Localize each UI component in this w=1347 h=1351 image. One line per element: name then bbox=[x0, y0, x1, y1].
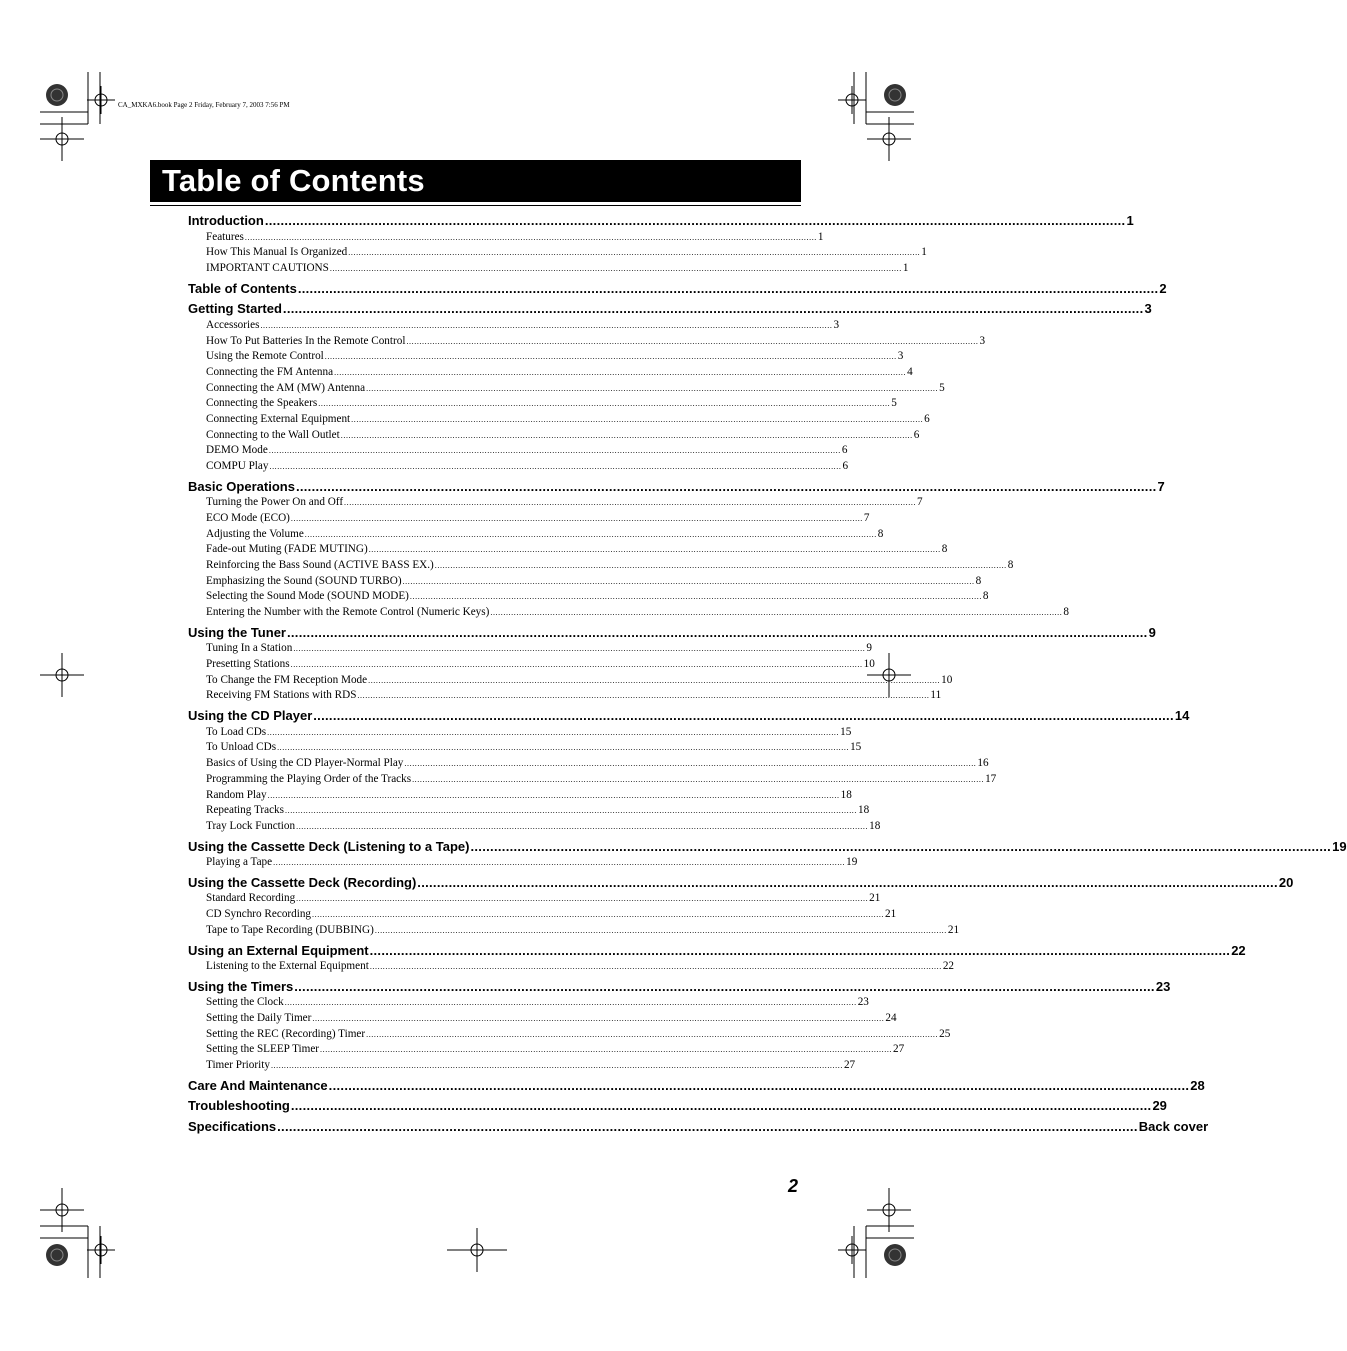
toc-subsection-entry[interactable] bbox=[188, 891, 881, 907]
toc-entry-page: 7 bbox=[1157, 478, 1165, 494]
toc-entry-page: 9 bbox=[1148, 624, 1156, 640]
dot-leader: ............................................................................................................................................................................................................................ bbox=[304, 529, 877, 539]
toc-subsection-entry[interactable] bbox=[188, 230, 824, 246]
toc-entry-title: How To Put Batteries In the Remote Control bbox=[206, 334, 406, 347]
toc-entry-page: 17 bbox=[985, 772, 997, 785]
toc-subsection-entry[interactable] bbox=[188, 995, 869, 1011]
dot-leader: ............................................................................................................................................................................................................................ bbox=[312, 910, 885, 920]
toc-entry-title: IMPORTANT CAUTIONS bbox=[206, 261, 329, 274]
toc-entry-title: COMPU Play bbox=[206, 460, 269, 473]
toc-entry-page: 9 bbox=[866, 642, 872, 655]
toc-entry-title: Care And Maintenance bbox=[188, 1077, 328, 1093]
toc-subsection-entry[interactable] bbox=[188, 688, 942, 704]
toc-chapter-entry[interactable] bbox=[188, 942, 1246, 960]
toc-subsection-entry[interactable] bbox=[188, 772, 997, 788]
toc-entry-title: Entering the Number with the Remote Control (Numeric Keys) bbox=[206, 606, 490, 619]
toc-entry-page: 16 bbox=[977, 757, 989, 770]
toc-subsection-entry[interactable] bbox=[188, 756, 989, 772]
dot-leader: ............................................................................................................................................................................................................................ bbox=[269, 462, 842, 472]
toc-entry-page: 10 bbox=[863, 658, 875, 671]
toc-subsection-entry[interactable] bbox=[188, 349, 904, 365]
dot-leader: ............................................................................................................................................................................................................................ bbox=[351, 414, 924, 424]
toc-entry-page: 19 bbox=[1332, 838, 1347, 854]
title-banner bbox=[150, 160, 801, 202]
toc-entry-title: Accessories bbox=[206, 318, 260, 331]
toc-subsection-entry[interactable] bbox=[188, 589, 989, 605]
toc-subsection-entry[interactable] bbox=[188, 511, 870, 527]
dot-leader: ............................................................................................................................................................................................................................ bbox=[470, 838, 1332, 854]
toc-section bbox=[188, 838, 1347, 871]
toc-entry-page: 6 bbox=[841, 444, 848, 457]
dot-leader: ............................................................................................................................................................................................................................ bbox=[295, 478, 1157, 494]
toc-entry-title: Selecting the Sound Mode (SOUND MODE) bbox=[206, 590, 409, 603]
toc-subsection-entry[interactable] bbox=[188, 574, 982, 590]
toc-subsection-entry[interactable] bbox=[188, 740, 862, 756]
toc-subsection-entry[interactable] bbox=[188, 923, 960, 939]
toc-entry-title: Using the Remote Control bbox=[206, 350, 324, 363]
toc-entry-title: Connecting to the Wall Outlet bbox=[206, 428, 340, 441]
toc-entry-title: Connecting the AM (MW) Antenna bbox=[206, 381, 366, 394]
toc-subsection-entry[interactable] bbox=[188, 245, 927, 261]
toc-subsection-entry[interactable] bbox=[188, 959, 954, 975]
toc-subsection-entry[interactable] bbox=[188, 907, 897, 923]
dot-leader: ............................................................................................................................................................................................................................ bbox=[320, 1045, 893, 1055]
toc-entry-page: 27 bbox=[843, 1059, 856, 1072]
dot-leader: ............................................................................................................................................................................................................................ bbox=[318, 399, 891, 409]
toc-entry-page: 3 bbox=[979, 334, 986, 347]
toc-entry-title: To Unload CDs bbox=[206, 741, 277, 754]
dot-leader: ............................................................................................................................................................................................................................ bbox=[267, 790, 840, 800]
toc-entry-page: 8 bbox=[982, 590, 989, 603]
toc-entry-title: Introduction bbox=[188, 213, 264, 228]
dot-leader: ............................................................................................................................................................................................................................ bbox=[268, 446, 841, 456]
dot-leader: ............................................................................................................................................................................................................................ bbox=[277, 743, 850, 753]
dot-leader: ............................................................................................................................................................................................................................ bbox=[286, 624, 1148, 640]
dot-leader: ............................................................................................................................................................................................................................ bbox=[344, 498, 917, 508]
toc-entry-page: 29 bbox=[1152, 1098, 1167, 1114]
toc-section bbox=[188, 874, 1294, 939]
toc-entry-title: Setting the REC (Recording) Timer bbox=[206, 1027, 366, 1040]
toc-entry-title: Tape to Tape Recording (DUBBING) bbox=[206, 923, 374, 936]
toc-section bbox=[188, 942, 1246, 975]
toc-entry-title: Using the Timers bbox=[188, 978, 294, 994]
dot-leader: ............................................................................................................................................................................................................................ bbox=[324, 352, 897, 362]
dot-leader: ............................................................................................................................................................................................................................ bbox=[329, 263, 902, 273]
dot-leader: ............................................................................................................................................................................................................................ bbox=[404, 759, 977, 769]
toc-entry-title: Basics of Using the CD Player-Normal Play bbox=[206, 757, 404, 770]
toc-subsection-entry[interactable] bbox=[188, 495, 923, 511]
toc-entry-title: Using the Cassette Deck (Listening to a Tape) bbox=[188, 838, 470, 854]
toc-section bbox=[188, 478, 1165, 621]
toc-chapter-entry[interactable] bbox=[188, 212, 1134, 230]
dot-leader: ............................................................................................................................................................................................................................ bbox=[366, 1029, 939, 1039]
dot-leader: ............................................................................................................................................................................................................................ bbox=[312, 1014, 885, 1024]
dot-leader: ............................................................................................................................................................................................................................ bbox=[296, 821, 869, 831]
dot-leader: ............................................................................................................................................................................................................................ bbox=[348, 248, 921, 258]
toc-subsection-entry[interactable] bbox=[188, 412, 930, 428]
toc-chapter-entry[interactable] bbox=[188, 874, 1294, 892]
toc-entry-page: 3 bbox=[833, 318, 840, 331]
toc-subsection-entry[interactable] bbox=[188, 641, 872, 657]
toc-section bbox=[188, 707, 1190, 834]
dot-leader: ............................................................................................................................................................................................................................ bbox=[294, 978, 1155, 994]
toc-chapter-entry[interactable] bbox=[188, 624, 1156, 642]
toc-entry-title: Receiving FM Stations with RDS bbox=[206, 689, 357, 702]
toc-entry-page: 28 bbox=[1190, 1077, 1205, 1093]
toc-entry-page: 5 bbox=[939, 381, 945, 394]
toc-subsection-entry[interactable] bbox=[188, 334, 986, 350]
title-divider bbox=[150, 205, 801, 206]
toc-entry-page: 23 bbox=[857, 996, 869, 1009]
toc-entry-page: 24 bbox=[885, 1012, 897, 1025]
toc-chapter-entry[interactable] bbox=[188, 1118, 1209, 1136]
toc-entry-title: Connecting the Speakers bbox=[206, 397, 318, 410]
toc-entry-title: Playing a Tape bbox=[206, 856, 273, 869]
toc-entry-page: 8 bbox=[941, 543, 948, 556]
toc-entry-page: 6 bbox=[913, 428, 920, 441]
dot-leader: ............................................................................................................................................................................................................................ bbox=[409, 592, 982, 602]
toc-subsection-entry[interactable] bbox=[188, 396, 897, 412]
toc-section bbox=[188, 212, 1134, 277]
dot-leader: ............................................................................................................................................................................................................................ bbox=[357, 691, 930, 701]
toc-entry-title: Using the CD Player bbox=[188, 708, 313, 724]
toc-entry-page: 25 bbox=[939, 1027, 951, 1040]
toc-entry-page: 3 bbox=[897, 350, 904, 363]
toc-subsection-entry[interactable] bbox=[188, 318, 840, 334]
dot-leader: ............................................................................................................................................................................................................................ bbox=[282, 301, 1144, 317]
dot-leader: ............................................................................................................................................................................................................................ bbox=[402, 576, 975, 586]
dot-leader: ............................................................................................................................................................................................................................ bbox=[366, 383, 939, 393]
toc-entry-title: Fade-out Muting (FADE MUTING) bbox=[206, 543, 368, 556]
toc-chapter-entry[interactable] bbox=[188, 1097, 1167, 1115]
toc-entry-title: Setting the SLEEP Timer bbox=[206, 1043, 320, 1056]
toc-subsection-entry[interactable] bbox=[188, 819, 881, 835]
toc-subsection-entry[interactable] bbox=[188, 788, 852, 804]
dot-leader: ............................................................................................................................................................................................................................ bbox=[290, 660, 863, 670]
toc-entry-page: 1 bbox=[1126, 213, 1134, 228]
dot-leader: ............................................................................................................................................................................................................................ bbox=[328, 1077, 1190, 1093]
toc-entry-title: Getting Started bbox=[188, 301, 282, 317]
dot-leader: ............................................................................................................................................................................................................................ bbox=[290, 1098, 1152, 1114]
dot-leader: ............................................................................................................................................................................................................................ bbox=[313, 708, 1174, 724]
toc-chapter-entry[interactable] bbox=[188, 478, 1165, 496]
toc-entry-page: 8 bbox=[975, 574, 982, 587]
toc-chapter-entry[interactable] bbox=[188, 838, 1347, 856]
toc-entry-page: 20 bbox=[1278, 874, 1294, 890]
toc-subsection-entry[interactable] bbox=[188, 542, 948, 558]
dot-leader: ............................................................................................................................................................................................................................ bbox=[244, 232, 817, 242]
toc-subsection-entry[interactable] bbox=[188, 855, 858, 871]
dot-leader: ............................................................................................................................................................................................................................ bbox=[334, 367, 907, 377]
toc-entry-page: 2 bbox=[1159, 280, 1167, 296]
toc-chapter-entry[interactable] bbox=[188, 1077, 1205, 1095]
toc-entry-page: 1 bbox=[817, 230, 824, 243]
toc-chapter-entry[interactable] bbox=[188, 300, 1152, 318]
toc-entry-page: 8 bbox=[1063, 606, 1069, 619]
toc-subsection-entry[interactable] bbox=[188, 803, 870, 819]
dot-leader: ............................................................................................................................................................................................................................ bbox=[267, 727, 840, 737]
toc-subsection-entry[interactable] bbox=[188, 725, 852, 741]
toc-entry-title: Programming the Playing Order of the Tracks bbox=[206, 772, 412, 785]
dot-leader: ............................................................................................................................................................................................................................ bbox=[264, 213, 1126, 228]
toc-entry-title: CD Synchro Recording bbox=[206, 908, 312, 921]
toc-entry-page: 3 bbox=[1144, 301, 1152, 317]
toc-entry-page: Back cover bbox=[1138, 1119, 1209, 1134]
toc-entry-page: 4 bbox=[907, 365, 913, 378]
toc-entry-title: Listening to the External Equipment bbox=[206, 960, 369, 973]
toc-subsection-entry[interactable] bbox=[188, 1011, 897, 1027]
toc-entry-title: Setting the Daily Timer bbox=[206, 1012, 312, 1025]
toc-entry-page: 8 bbox=[1007, 559, 1014, 572]
toc-entry-page: 15 bbox=[840, 725, 852, 738]
toc-entry-title: Using the Cassette Deck (Recording) bbox=[188, 874, 417, 890]
page-title: Table of Contents bbox=[162, 163, 425, 198]
toc-subsection-entry[interactable] bbox=[188, 428, 920, 444]
dot-leader: ............................................................................................................................................................................................................................ bbox=[273, 858, 846, 868]
toc-section bbox=[188, 624, 1156, 704]
dot-leader: ............................................................................................................................................................................................................................ bbox=[260, 320, 833, 330]
toc-entry-page: 22 bbox=[942, 960, 954, 973]
toc-entry-page: 1 bbox=[902, 261, 909, 274]
page-number: 2 bbox=[788, 1176, 799, 1196]
toc-entry-page: 18 bbox=[840, 788, 852, 801]
toc-entry-title: Adjusting the Volume bbox=[206, 527, 304, 540]
toc-entry-title: Random Play bbox=[206, 788, 267, 801]
toc-subsection-entry[interactable] bbox=[188, 673, 953, 689]
toc-entry-title: Specifications bbox=[188, 1119, 277, 1134]
toc-entry-title: Troubleshooting bbox=[188, 1098, 290, 1114]
toc-entry-page: 21 bbox=[885, 908, 897, 921]
toc-entry-page: 1 bbox=[921, 246, 927, 259]
toc-entry-title: ECO Mode (ECO) bbox=[206, 512, 290, 524]
toc-entry-page: 6 bbox=[842, 460, 849, 473]
toc-entry-title: To Load CDs bbox=[206, 725, 267, 738]
toc-entry-title: Using the Tuner bbox=[188, 624, 286, 640]
toc-entry-page: 7 bbox=[863, 512, 870, 524]
toc-entry-title: Tray Lock Function bbox=[206, 819, 296, 832]
dot-leader: ............................................................................................................................................................................................................................ bbox=[374, 925, 947, 935]
dot-leader: ............................................................................................................................................................................................................................ bbox=[369, 962, 942, 972]
toc-entry-title: Emphasizing the Sound (SOUND TURBO) bbox=[206, 574, 402, 587]
toc-entry-page: 27 bbox=[893, 1043, 905, 1056]
dot-leader: ............................................................................................................................................................................................................................ bbox=[490, 608, 1063, 618]
toc-entry-title: Presetting Stations bbox=[206, 658, 290, 671]
dot-leader: ............................................................................................................................................................................................................................ bbox=[277, 1119, 1138, 1134]
toc-subsection-entry[interactable] bbox=[188, 1027, 951, 1043]
toc-entry-title: DEMO Mode bbox=[206, 444, 268, 457]
toc-entry-page: 5 bbox=[891, 397, 897, 410]
toc-entry-page: 10 bbox=[941, 673, 953, 686]
toc-subsection-entry[interactable] bbox=[188, 261, 909, 277]
toc-entry-title: Repeating Tracks bbox=[206, 804, 284, 817]
toc-subsection-entry[interactable] bbox=[188, 558, 1014, 574]
toc-entry-page: 8 bbox=[877, 527, 884, 540]
toc-entry-title: Standard Recording bbox=[206, 892, 296, 905]
toc-entry-page: 21 bbox=[947, 923, 960, 936]
toc-entry-title: Tuning In a Station bbox=[206, 642, 293, 655]
dot-leader: ............................................................................................................................................................................................................................ bbox=[293, 644, 866, 654]
toc-subsection-entry[interactable] bbox=[188, 1042, 905, 1058]
dot-leader: ............................................................................................................................................................................................................................ bbox=[270, 1061, 843, 1071]
toc-entry-page: 19 bbox=[846, 856, 858, 869]
toc-entry-title: Timer Priority bbox=[206, 1059, 270, 1072]
toc-subsection-entry[interactable] bbox=[188, 381, 945, 397]
dot-leader: ............................................................................................................................................................................................................................ bbox=[285, 806, 857, 816]
dot-leader: ............................................................................................................................................................................................................................ bbox=[434, 561, 1007, 571]
toc-section bbox=[188, 1077, 1205, 1095]
toc-entry-title: Table of Contents bbox=[188, 280, 297, 296]
toc-subsection-entry[interactable] bbox=[188, 605, 1069, 621]
dot-leader: ............................................................................................................................................................................................................................ bbox=[290, 514, 863, 523]
toc-subsection-entry[interactable] bbox=[188, 1058, 856, 1074]
toc-entry-title: Features bbox=[206, 230, 244, 243]
file-info-header: CA_MXKA6.book Page 2 Friday, February 7, 2003 7:56 PM bbox=[118, 101, 290, 109]
dot-leader: ............................................................................................................................................................................................................................ bbox=[297, 280, 1159, 296]
toc-section bbox=[188, 1097, 1167, 1115]
toc-entry-page: 15 bbox=[850, 741, 862, 754]
dot-leader: ............................................................................................................................................................................................................................ bbox=[406, 336, 979, 346]
toc-entry-title: How This Manual Is Organized bbox=[206, 246, 348, 259]
toc-entry-page: 6 bbox=[924, 412, 930, 425]
toc-entry-title: Reinforcing the Bass Sound (ACTIVE BASS EX.) bbox=[206, 559, 434, 572]
toc-subsection-entry[interactable] bbox=[188, 365, 913, 381]
toc-entry-page: 7 bbox=[917, 496, 923, 509]
toc-entry-title: Connecting External Equipment bbox=[206, 412, 351, 425]
toc-entry-title: Setting the Clock bbox=[206, 996, 284, 1009]
toc-entry-title: Turning the Power On and Off bbox=[206, 496, 344, 509]
dot-leader: ............................................................................................................................................................................................................................ bbox=[340, 430, 913, 440]
table-of-contents bbox=[188, 212, 1347, 1136]
dot-leader: ............................................................................................................................................................................................................................ bbox=[412, 774, 985, 784]
dot-leader: ............................................................................................................................................................................................................................ bbox=[368, 675, 941, 685]
toc-section bbox=[188, 1118, 1209, 1136]
toc-entry-page: 22 bbox=[1231, 942, 1246, 958]
toc-subsection-entry[interactable] bbox=[188, 443, 848, 459]
toc-subsection-entry[interactable] bbox=[188, 527, 884, 543]
toc-section bbox=[188, 280, 1167, 298]
toc-subsection-entry[interactable] bbox=[188, 459, 849, 475]
toc-entry-page: 23 bbox=[1155, 978, 1171, 994]
toc-subsection-entry[interactable] bbox=[188, 657, 875, 673]
dot-leader: ............................................................................................................................................................................................................................ bbox=[368, 545, 941, 555]
toc-entry-title: Basic Operations bbox=[188, 478, 295, 494]
dot-leader: ............................................................................................................................................................................................................................ bbox=[369, 942, 1231, 958]
toc-chapter-entry[interactable] bbox=[188, 978, 1171, 996]
toc-chapter-entry[interactable] bbox=[188, 280, 1167, 298]
dot-leader: ............................................................................................................................................................................................................................ bbox=[284, 998, 857, 1008]
toc-entry-page: 21 bbox=[869, 892, 881, 905]
toc-entry-title: To Change the FM Reception Mode bbox=[206, 673, 368, 686]
toc-chapter-entry[interactable] bbox=[188, 707, 1190, 725]
toc-entry-title: Using an External Equipment bbox=[188, 942, 369, 958]
dot-leader: ............................................................................................................................................................................................................................ bbox=[417, 874, 1278, 890]
toc-entry-title: Connecting the FM Antenna bbox=[206, 365, 334, 378]
toc-entry-page: 11 bbox=[930, 689, 942, 702]
dot-leader: ............................................................................................................................................................................................................................ bbox=[296, 894, 869, 904]
toc-section bbox=[188, 978, 1171, 1074]
toc-entry-page: 18 bbox=[858, 804, 870, 817]
toc-entry-page: 18 bbox=[869, 819, 881, 832]
toc-entry-page: 14 bbox=[1174, 708, 1190, 724]
toc-section bbox=[188, 300, 1152, 474]
